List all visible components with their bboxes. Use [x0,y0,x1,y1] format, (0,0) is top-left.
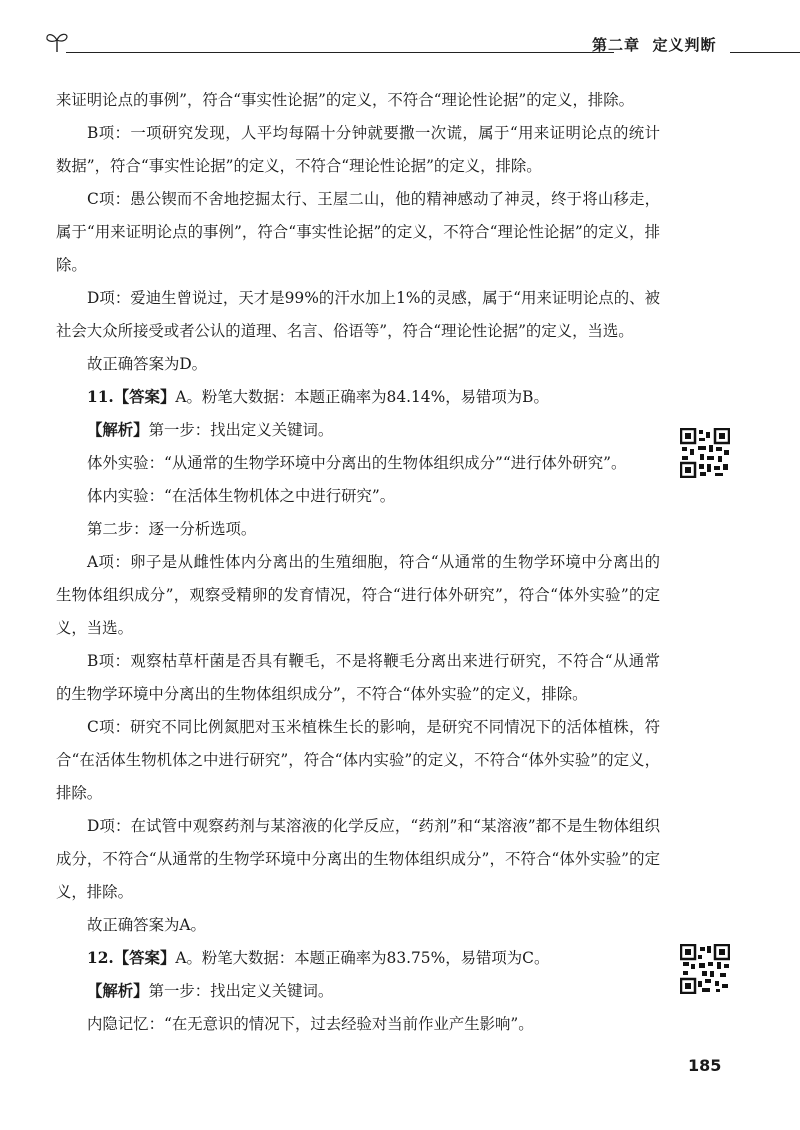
answer-line: 11.【答案】A。粉笔大数据：本题正确率为84.14%，易错项为B。 [87,388,549,406]
section-title: 定义判断 [652,36,717,54]
analysis-tag: 【解析】 [87,982,149,1000]
analysis-line: 【解析】第一步：找出定义关键词。 [87,421,334,439]
answer-tag: 11.【答案】 [87,388,176,406]
page-number: 185 [688,1056,722,1075]
paragraph: C项：研究不同比例氮肥对玉米植株生长的影响，是研究不同情况下的活体植株，符合“在活体生物机体之中进行研究”，符合“体内实验”的定义，不符合“体外实验”的定义，排除。 [56,718,660,802]
analysis-line: 【解析】第一步：找出定义关键词。 [87,982,334,1000]
paragraph: A项：卵子是从雌性体内分离出的生殖细胞，符合“从通常的生物学环境中分离出的生物体组织成分”，观察受精卵的发育情况，符合“进行体外研究”，符合“体外实验”的定义，当选。 [56,553,660,637]
chapter-title [592,34,716,55]
paragraph: B项：观察枯草杆菌是否具有鞭毛，不是将鞭毛分离出来进行研究，不符合“从通常的生物学环境中分离出的生物体组织成分”，不符合“体外实验”的定义，排除。 [56,652,660,703]
paragraph: B项：一项研究发现，人平均每隔十分钟就要撒一次谎，属于“用来证明论点的统计数据”，符合“事实性论据”的定义，不符合“理论性论据”的定义，排除。 [56,124,660,175]
answer-conclusion: 故正确答案为A。 [87,916,206,934]
sprout-icon [44,28,70,58]
answer-line: 12.【答案】A。粉笔大数据：本题正确率为83.75%，易错项为C。 [87,949,550,967]
chapter-number: 第二章 [592,36,641,54]
paragraph: 体内实验：“在活体生物机体之中进行研究”。 [87,487,396,505]
answer-conclusion: 故正确答案为D。 [87,355,208,373]
answer-tag: 12.【答案】 [87,949,176,967]
paragraph: 来证明论点的事例”，符合“事实性论据”的定义，不符合“理论性论据”的定义，排除。 [56,91,635,109]
page-header [40,28,800,64]
header-rule-right [730,52,800,53]
paragraph: 第二步：逐一分析选项。 [87,520,257,538]
header-rule-left [66,52,614,53]
analysis-tag: 【解析】 [87,421,149,439]
paragraph: D项：爱迪生曾说过，天才是99%的汗水加上1%的灵感，属于“用来证明论点的、被社会大众所接受或者公认的道理、名言、俗语等”，符合“理论性论据”的定义，当选。 [56,289,660,340]
paragraph: 内隐记忆：“在无意识的情况下，过去经验对当前作业产生影响”。 [87,1015,534,1033]
qr-code [680,944,730,994]
paragraph: D项：在试管中观察药剂与某溶液的化学反应，“药剂”和“某溶液”都不是生物体组织成分，不符合“从通常的生物学环境中分离出的生物体组织成分”，不符合“体外实验”的定义，排除。 [56,817,660,901]
page-body [56,84,660,1041]
paragraph: 体外实验：“从通常的生物学环境中分离出的生物体组织成分”“进行体外研究”。 [87,454,627,472]
paragraph: C项：愚公锲而不舍地挖掘太行、王屋二山，他的精神感动了神灵，终于将山移走，属于“用来证明论点的事例”，符合“事实性论据”的定义，不符合“理论性论据”的定义，排除。 [56,190,660,274]
qr-code [680,428,730,478]
